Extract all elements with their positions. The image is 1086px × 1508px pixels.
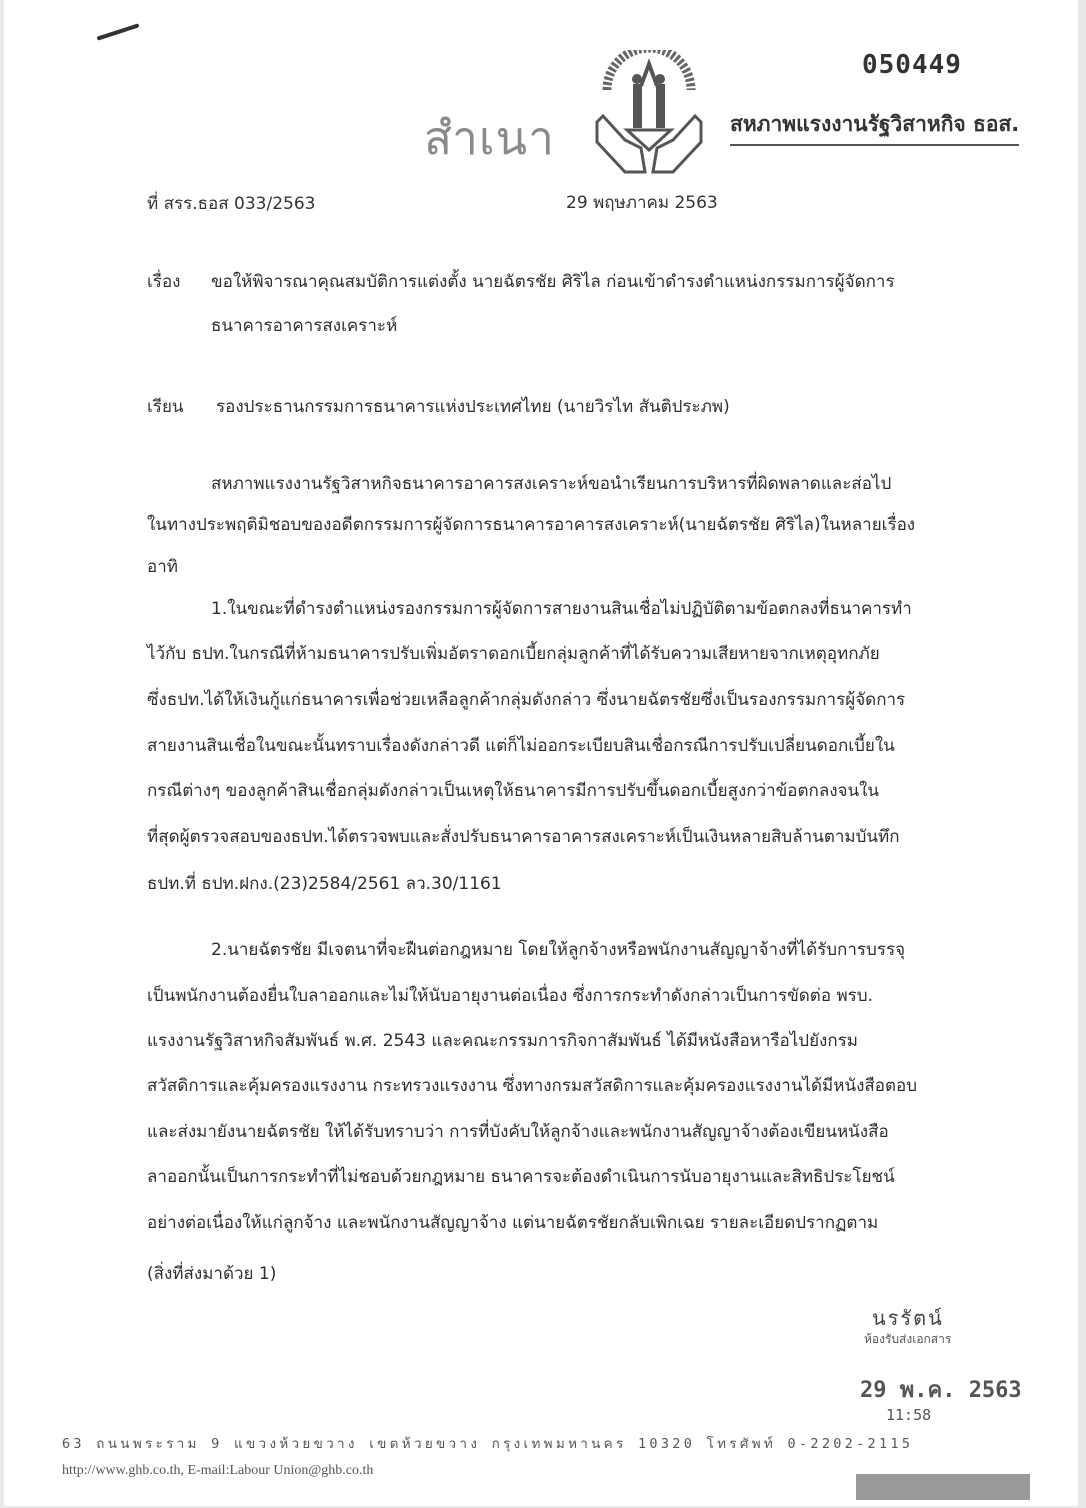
received-date: 29 พ.ค. 2563 xyxy=(860,1378,1022,1403)
point2-line: 2.นายฉัตรชัย มีเจตนาที่จะฝืนต่อกฎหมาย โดยให้ลูกจ้างหรือพนักงานสัญญาจ้างที่ได้รับการบรรจุ xyxy=(211,940,906,960)
footer-contact: http://www.ghb.co.th, E-mail:Labour Union@ghb.co.th xyxy=(62,1463,374,1478)
intro-line: อาทิ xyxy=(147,557,178,577)
footer-address: 63 ถนนพระราม 9 แขวงห้วยขวาง เขตห้วยขวาง กรุงเทพมหานคร 10320 โทรศัพท์ 0-2202-2115 xyxy=(62,1436,914,1452)
point2-line: ลาออกนั้นเป็นการกระทำที่ไม่ชอบด้วยกฎหมาย ธนาคารจะต้องดำเนินการนับอายุงานและสิทธิประโยชน์ xyxy=(147,1167,895,1187)
document-page xyxy=(4,0,1078,1506)
point1-line: ซึ่งธปท.ได้ให้เงินกู้แก่ธนาคารเพื่อช่วยเหลือลูกค้ากลุ่มดังกล่าว ซึ่งนายฉัตรชัยซึ่งเป็นรองกรรมการผู้จัดการ xyxy=(147,690,906,710)
letter-date: 29 พฤษภาคม 2563 xyxy=(566,193,718,213)
subject-line: ธนาคารอาคารสงเคราะห์ xyxy=(211,316,398,336)
point2-line: แรงงานรัฐวิสาหกิจสัมพันธ์ พ.ศ. 2543 และคณะกรรมการกิจกาสัมพันธ์ ได้มีหนังสือหารือไปยังกรม xyxy=(147,1031,858,1051)
point1-line: ธปท.ที่ ธปท.ฝกง.(23)2584/2561 ลว.30/1161 xyxy=(147,874,502,894)
point1-line: สายงานสินเชื่อในขณะนั้นทราบเรื่องดังกล่าวดี แต่ก็ไม่ออกระเบียบสินเชื่อกรณีการปรับเปลี่ยนดอกเบี้ยใน xyxy=(147,736,895,756)
document-number: 050449 xyxy=(862,50,962,80)
organization-name: สหภาพแรงงานรัฐวิสาหกิจ ธอส. xyxy=(730,108,1019,146)
subject-label: เรื่อง xyxy=(147,272,181,292)
union-logo-icon xyxy=(589,50,709,175)
copy-stamp: สำเนา xyxy=(424,111,555,165)
point2-line: เป็นพนักงานต้องยื่นใบลาออกและไม่ให้นับอายุงานต่อเนื่อง ซึ่งการกระทำดังกล่าวเป็นการขัดต่อ พรบ. xyxy=(147,986,873,1006)
point1-line: 1.ในขณะที่ดำรงตำแหน่งรองกรรมการผู้จัดการสายงานสินเชื่อไม่ปฏิบัติตามข้อตกลงที่ธนาคารทำ xyxy=(211,599,912,619)
received-caption: ห้องรับส่งเอกสาร xyxy=(864,1332,952,1346)
intro-line: สหภาพแรงงานรัฐวิสาหกิจธนาคารอาคารสงเคราะห์ขอนำเรียนการบริหารที่ผิดพลาดและส่อไป xyxy=(211,474,892,494)
point1-line: ไว้กับ ธปท.ในกรณีที่ห้ามธนาคารปรับเพิ่มอัตราดอกเบี้ยกลุ่มลูกค้าที่ได้รับความเสียหายจากเหตุอุทกภัย xyxy=(147,644,880,664)
subject-line: ขอให้พิจารณาคุณสมบัติการแต่งตั้ง นายฉัตรชัย ศิริไล ก่อนเข้าดำรงตำแหน่งกรรมการผู้จัดการ xyxy=(211,272,895,292)
point2-line: สวัสดิการและคุ้มครองแรงงาน กระทรวงแรงงาน ซึ่งทางกรมสวัสดิการและคุ้มครองแรงงานได้มีหนังสือตอบ xyxy=(147,1076,917,1096)
received-signature: นรรัตน์ xyxy=(872,1306,944,1330)
point1-line: กรณีต่างๆ ของลูกค้าสินเชื่อกลุ่มดังกล่าวเป็นเหตุให้ธนาคารมีการปรับขึ้นดอกเบี้ยสูงกว่าข้อตกลงจนใน xyxy=(147,781,880,801)
pen-mark xyxy=(96,23,139,40)
recipient: รองประธานกรรมการธนาคารแห่งประเทศไทย (นายวิรไท สันติประภพ) xyxy=(216,397,730,417)
point1-line: ที่สุดผู้ตรวจสอบของธปท.ได้ตรวจพบและสั่งปรับธนาคารอาคารสงเคราะห์เป็นเงินหลายสิบล้านตามบันทึก xyxy=(147,827,900,847)
redacted-block xyxy=(856,1474,1030,1500)
received-time: 11:58 xyxy=(886,1406,932,1424)
point2-line: อย่างต่อเนื่องให้แก่ลูกจ้าง และพนักงานสัญญาจ้าง แต่นายฉัตรชัยกลับเพิกเฉย รายละเอียดปรากฏตาม xyxy=(147,1213,879,1233)
reference-number: ที่ สรร.ธอส 033/2563 xyxy=(147,194,316,214)
point2-line: และส่งมายังนายฉัตรชัย ให้ได้รับทราบว่า การที่บังคับให้ลูกจ้างและพนักงานสัญญาจ้างต้องเขียนหนังสือ xyxy=(147,1122,889,1142)
to-label: เรียน xyxy=(147,397,184,417)
intro-line: ในทางประพฤติมิชอบของอดีตกรรมการผู้จัดการธนาคารอาคารสงเคราะห์(นายฉัตรชัย ศิริไล)ในหลายเรื่อง xyxy=(147,515,916,535)
point2-line: (สิ่งที่ส่งมาด้วย 1) xyxy=(147,1264,277,1284)
